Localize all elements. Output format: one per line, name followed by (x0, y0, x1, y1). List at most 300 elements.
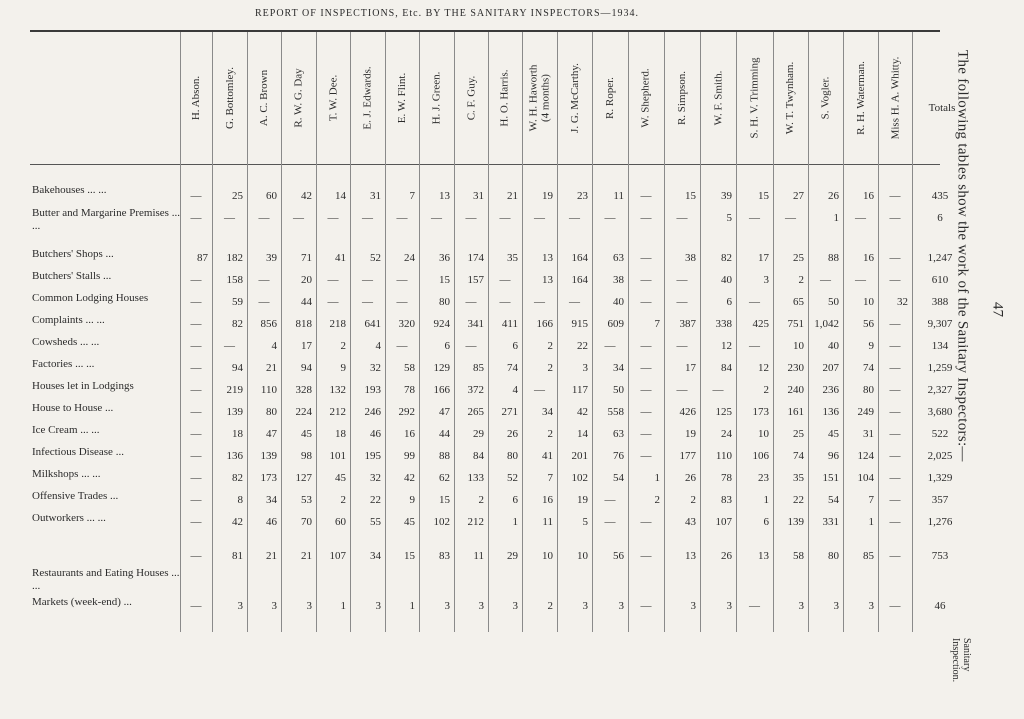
table-cell: 54 (828, 494, 839, 506)
table-cell: 16 (404, 428, 415, 440)
inspector-header (843, 36, 878, 160)
table-cell: — (534, 384, 545, 396)
table-cell: 3 (868, 600, 874, 612)
table-cell: 15 (439, 274, 450, 286)
table-cell: 1 (409, 600, 415, 612)
page-number-text: 47 (989, 302, 1006, 317)
table-cell: — (676, 274, 688, 286)
table-cell: 2 (547, 362, 553, 374)
inspector-name: Miss H. A. Whitty. (889, 56, 902, 140)
table-cell: 18 (232, 428, 243, 440)
table-cell: 818 (295, 318, 312, 330)
table-cell: 65 (793, 296, 804, 308)
table-cell: 10 (793, 340, 804, 352)
table-cell: 106 (752, 450, 769, 462)
table-cell: 19 (542, 190, 553, 202)
table-cell: 74 (793, 450, 804, 462)
table-cell: 107 (329, 550, 346, 562)
table-cell: 25 (793, 252, 804, 264)
table-cell: 82 (721, 252, 732, 264)
inspector-name: G. Bottomley. (223, 67, 236, 129)
table-cell: 338 (715, 318, 732, 330)
table-cell: 13 (439, 190, 450, 202)
table-cell: 133 (467, 472, 484, 484)
table-cell: 41 (542, 450, 553, 462)
table-cell: 17 (301, 340, 312, 352)
table-cell: 7 (654, 318, 660, 330)
table-cell: 129 (433, 362, 450, 374)
table-cell: 3 (690, 600, 696, 612)
table-cell: — (327, 212, 339, 224)
table-cell: 15 (439, 494, 450, 506)
table-cell: 201 (571, 450, 588, 462)
inspector-name: J. G. McCarthy. (568, 63, 581, 133)
table-cell: 1 (763, 494, 769, 506)
table-cell: 14 (335, 190, 346, 202)
table-cell: — (889, 212, 901, 224)
table-cell: — (190, 384, 202, 396)
table-cell: — (640, 550, 652, 562)
table-cell: 372 (467, 384, 484, 396)
row-label: Bakehouses ... ... (32, 184, 107, 196)
table-cell: 3 (833, 600, 839, 612)
table-cell: 2 (654, 494, 660, 506)
table-cell: — (640, 340, 652, 352)
row-total: 610 (931, 274, 949, 286)
table-cell: 102 (571, 472, 588, 484)
inspector-header (808, 36, 843, 160)
table-cell: — (465, 296, 477, 308)
table-cell: 856 (260, 318, 277, 330)
table-cell: 139 (260, 450, 277, 462)
table-cell: 6 (444, 340, 450, 352)
table-cell: 6 (512, 494, 518, 506)
table-cell: 96 (828, 450, 839, 462)
table-cell: — (889, 362, 901, 374)
table-cell: 3 (237, 600, 243, 612)
table-cell: 34 (266, 494, 277, 506)
table-cell: 207 (822, 362, 839, 374)
table-cell: — (604, 516, 616, 528)
table-cell: — (190, 600, 202, 612)
table-cell: — (889, 550, 901, 562)
inspector-name: S. H. V. Trimming (748, 57, 761, 139)
row-label: Common Lodging Houses (32, 292, 149, 304)
row-total: 1,276 (927, 516, 953, 528)
table-cell: — (749, 212, 760, 224)
table-cell: 11 (473, 550, 484, 562)
table-cell: — (889, 340, 901, 352)
table-cell: 3 (582, 362, 588, 374)
table-cell: 94 (232, 362, 243, 374)
table-cell: 2 (478, 494, 484, 506)
table-cell: 15 (758, 190, 769, 202)
table-cell: 11 (542, 516, 553, 528)
table-cell: 4 (375, 340, 381, 352)
inspector-name: C. F. Guy. (465, 75, 477, 121)
table-cell: 21 (301, 550, 312, 562)
table-cell: 32 (370, 472, 381, 484)
table-cell: — (889, 472, 901, 484)
table-cell: — (640, 516, 652, 528)
table-cell: 224 (295, 406, 312, 418)
table-cell: 74 (507, 362, 518, 374)
table-cell: 7 (868, 494, 874, 506)
table-cell: 387 (679, 318, 696, 330)
table-cell: 15 (404, 550, 415, 562)
table-cell: 164 (571, 252, 588, 264)
table-cell: 41 (335, 252, 346, 264)
row-total: 1,247 (927, 252, 953, 264)
table-cell: 55 (370, 516, 381, 528)
table-cell: 292 (398, 406, 415, 418)
table-cell: 80 (439, 296, 450, 308)
table-cell: 12 (721, 340, 732, 352)
table-cell: 218 (329, 318, 346, 330)
table-cell: — (569, 296, 580, 308)
table-cell: 13 (685, 550, 696, 562)
table-cell: — (640, 212, 652, 224)
table-cell: — (785, 212, 796, 224)
table-cell: 44 (301, 296, 312, 308)
table-cell: 26 (685, 472, 696, 484)
inspector-header (247, 36, 281, 160)
row-label: Markets (week-end) ... (32, 596, 132, 608)
table-cell: — (431, 212, 442, 224)
table-cell: — (889, 600, 901, 612)
table-cell: 117 (571, 384, 588, 396)
table-cell: — (640, 274, 652, 286)
table-cell: — (604, 212, 616, 224)
table-cell: 1 (868, 516, 874, 528)
table-cell: — (190, 274, 202, 286)
inspector-header (180, 36, 212, 160)
table-cell: 40 (721, 274, 732, 286)
table-cell: — (327, 274, 339, 286)
table-cell: 3 (512, 600, 518, 612)
table-cell: 9 (409, 494, 415, 506)
table-cell: 74 (863, 362, 874, 374)
table-cell: — (889, 318, 901, 330)
table-cell: 641 (364, 318, 381, 330)
table-cell: 8 (237, 494, 243, 506)
inspector-header (454, 36, 488, 160)
header-rule (30, 164, 940, 165)
table-cell: 110 (260, 384, 277, 396)
table-cell: — (190, 428, 202, 440)
table-cell: 182 (226, 252, 243, 264)
table-cell: 9 (868, 340, 874, 352)
inspector-header (592, 36, 628, 160)
column-rule (912, 32, 913, 632)
row-label: Ice Cream ... ... (32, 424, 100, 436)
table-cell: 34 (542, 406, 553, 418)
table-cell: 2 (547, 600, 553, 612)
table-cell: — (396, 274, 408, 286)
inspector-header (316, 36, 350, 160)
table-cell: 425 (752, 318, 769, 330)
table-cell: — (889, 384, 901, 396)
table-cell: 5 (582, 516, 588, 528)
table-cell: — (190, 318, 202, 330)
table-cell: 53 (301, 494, 312, 506)
row-total: 134 (931, 340, 949, 352)
table-cell: — (640, 600, 652, 612)
inspector-name: R. H. Waterman. (854, 61, 867, 135)
table-cell: 34 (370, 550, 381, 562)
table-cell: — (190, 190, 202, 202)
table-cell: — (569, 212, 580, 224)
table-cell: 39 (266, 252, 277, 264)
row-total: 2,025 (927, 450, 953, 462)
margin-note-text: Sanitary Inspection. (950, 638, 972, 683)
table-cell: 81 (232, 550, 243, 562)
table-cell: 60 (335, 516, 346, 528)
table-cell: 6 (763, 516, 769, 528)
table-cell: 24 (721, 428, 732, 440)
table-cell: — (190, 296, 202, 308)
table-cell: 58 (793, 550, 804, 562)
table-cell: 1,042 (814, 318, 839, 330)
table-cell: — (889, 428, 901, 440)
table-cell: 58 (404, 362, 415, 374)
table-cell: — (224, 212, 235, 224)
table-cell: 265 (467, 406, 484, 418)
table-cell: 19 (685, 428, 696, 440)
table-cell: 21 (266, 362, 277, 374)
table-cell: 47 (439, 406, 450, 418)
table-cell: 23 (758, 472, 769, 484)
table-cell: 29 (473, 428, 484, 440)
side-heading (950, 50, 974, 650)
row-total: 357 (931, 494, 949, 506)
table-cell: 164 (571, 274, 588, 286)
inspector-header (350, 36, 385, 160)
table-cell: 136 (822, 406, 839, 418)
table-cell: 13 (542, 274, 553, 286)
table-cell: 341 (467, 318, 484, 330)
table-cell: 23 (577, 190, 588, 202)
table-cell: 45 (404, 516, 415, 528)
row-total: 3,680 (927, 406, 953, 418)
inspector-header (700, 36, 736, 160)
table-cell: 45 (828, 428, 839, 440)
inspector-header (488, 36, 522, 160)
table-cell: 139 (787, 516, 804, 528)
table-cell: 85 (863, 550, 874, 562)
table-cell: 60 (266, 190, 277, 202)
table-cell: 177 (679, 450, 696, 462)
table-cell: — (190, 450, 202, 462)
table-cell: 3 (271, 600, 277, 612)
table-cell: 25 (232, 190, 243, 202)
table-cell: — (676, 340, 688, 352)
table-cell: — (534, 212, 545, 224)
row-label: Butter and Margarine Premises ... ... (32, 207, 180, 232)
row-total: 6 (937, 212, 943, 224)
table-cell: — (190, 494, 202, 506)
row-label: Infectious Disease ... (32, 446, 124, 458)
table-cell: 212 (467, 516, 484, 528)
table-cell: — (640, 190, 652, 202)
table-cell: 2 (547, 340, 553, 352)
table-cell: — (604, 494, 616, 506)
row-total: 522 (931, 428, 949, 440)
table-cell: 3 (375, 600, 381, 612)
table-cell: 915 (571, 318, 588, 330)
table-cell: 40 (613, 296, 624, 308)
table-cell: 84 (721, 362, 732, 374)
table-cell: 78 (721, 472, 732, 484)
table-cell: — (499, 212, 511, 224)
table-cell: — (676, 384, 688, 396)
table-cell: 1 (654, 472, 660, 484)
table-cell: 43 (685, 516, 696, 528)
table-cell: 35 (507, 252, 518, 264)
table-cell: — (362, 212, 373, 224)
table-cell: 18 (335, 428, 346, 440)
table-cell: 173 (752, 406, 769, 418)
row-label: Restaurants and Eating Houses ... ... (32, 567, 180, 592)
row-total: 1,329 (927, 472, 953, 484)
table-cell: 52 (507, 472, 518, 484)
table-cell: 22 (793, 494, 804, 506)
inspector-name: R. Simpson. (676, 70, 689, 126)
table-cell: 320 (398, 318, 415, 330)
table-cell: 50 (613, 384, 624, 396)
table-cell: 6 (512, 340, 518, 352)
table-cell: 2 (340, 494, 346, 506)
table-cell: — (190, 340, 202, 352)
table-cell: 14 (577, 428, 588, 440)
table-cell: — (640, 252, 652, 264)
table-cell: — (640, 362, 652, 374)
inspector-header (385, 36, 419, 160)
table-cell: 26 (828, 190, 839, 202)
margin-note (944, 638, 978, 682)
table-cell: 42 (232, 516, 243, 528)
table-cell: 3 (763, 274, 769, 286)
table-cell: 1 (512, 516, 518, 528)
table-cell: 99 (404, 450, 415, 462)
table-cell: — (749, 340, 760, 352)
table-cell: 26 (721, 550, 732, 562)
row-label: Factories ... ... (32, 358, 95, 370)
inspector-name: A. C. Brown (258, 69, 271, 127)
inspector-name: E. W. Flint. (396, 72, 408, 124)
table-cell: 29 (507, 550, 518, 562)
table-cell: 70 (301, 516, 312, 528)
table-cell: — (499, 274, 511, 286)
inspector-name: W. T. Twynham. (784, 61, 797, 135)
table-cell: 71 (301, 252, 312, 264)
table-cell: 80 (507, 450, 518, 462)
table-cell: 426 (679, 406, 696, 418)
inspector-name: H. J. Green. (430, 71, 443, 125)
table-cell: 94 (301, 362, 312, 374)
row-label: Outworkers ... ... (32, 512, 106, 524)
table-cell: 10 (863, 296, 874, 308)
table-cell: 42 (301, 190, 312, 202)
table-cell: — (396, 212, 408, 224)
table-cell: 84 (473, 450, 484, 462)
table-cell: 2 (340, 340, 346, 352)
table-cell: 76 (613, 450, 624, 462)
table-cell: — (396, 296, 408, 308)
table-cell: 166 (536, 318, 553, 330)
table-cell: 21 (507, 190, 518, 202)
table-cell: — (224, 340, 235, 352)
table-cell: 19 (577, 494, 588, 506)
inspector-name: T. W. Dee. (327, 74, 340, 122)
row-label: Cowsheds ... ... (32, 336, 100, 348)
table-cell: 9 (340, 362, 346, 374)
table-cell: — (889, 406, 901, 418)
table-cell: 16 (863, 190, 874, 202)
table-cell: 924 (433, 318, 450, 330)
table-cell: 3 (726, 600, 732, 612)
row-total: 9,307 (927, 318, 953, 330)
table-cell: — (190, 472, 202, 484)
table-cell: — (640, 428, 652, 440)
table-cell: 87 (197, 252, 208, 264)
row-total: 1,259 (927, 362, 953, 374)
table-cell: — (258, 296, 270, 308)
row-label: Butchers' Stalls ... (32, 270, 112, 282)
table-cell: 124 (857, 450, 874, 462)
table-cell: 3 (798, 600, 804, 612)
table-cell: 107 (715, 516, 732, 528)
totals-header: Totals (928, 102, 956, 114)
table-cell: — (676, 212, 688, 224)
table-cell: 46 (266, 516, 277, 528)
table-cell: 609 (607, 318, 624, 330)
table-cell: 35 (793, 472, 804, 484)
table-cell: 25 (793, 428, 804, 440)
table-cell: — (465, 212, 477, 224)
table-cell: 32 (370, 362, 381, 374)
table-cell: — (749, 296, 760, 308)
table-cell: — (362, 274, 373, 286)
table-cell: 45 (301, 428, 312, 440)
table-cell: 195 (364, 450, 381, 462)
table-cell: 56 (863, 318, 874, 330)
table-cell: 219 (226, 384, 243, 396)
row-total: 388 (931, 296, 949, 308)
table-cell: 101 (329, 450, 346, 462)
table-cell: 50 (828, 296, 839, 308)
table-cell: 31 (473, 190, 484, 202)
table-cell: 56 (613, 550, 624, 562)
table-cell: — (712, 384, 724, 396)
table-cell: 78 (404, 384, 415, 396)
table-cell: 80 (863, 384, 874, 396)
table-cell: 158 (226, 274, 243, 286)
table-cell: 1 (340, 600, 346, 612)
table-cell: 21 (266, 550, 277, 562)
table-cell: — (889, 516, 901, 528)
table-cell: — (889, 494, 901, 506)
table-cell: 127 (295, 472, 312, 484)
table-cell: 1 (833, 212, 839, 224)
table-cell: 104 (857, 472, 874, 484)
table-cell: — (820, 274, 831, 286)
table-cell: — (889, 252, 901, 264)
table-cell: 34 (613, 362, 624, 374)
table-cell: 17 (758, 252, 769, 264)
table-cell: 59 (232, 296, 243, 308)
table-cell: 2 (798, 274, 804, 286)
